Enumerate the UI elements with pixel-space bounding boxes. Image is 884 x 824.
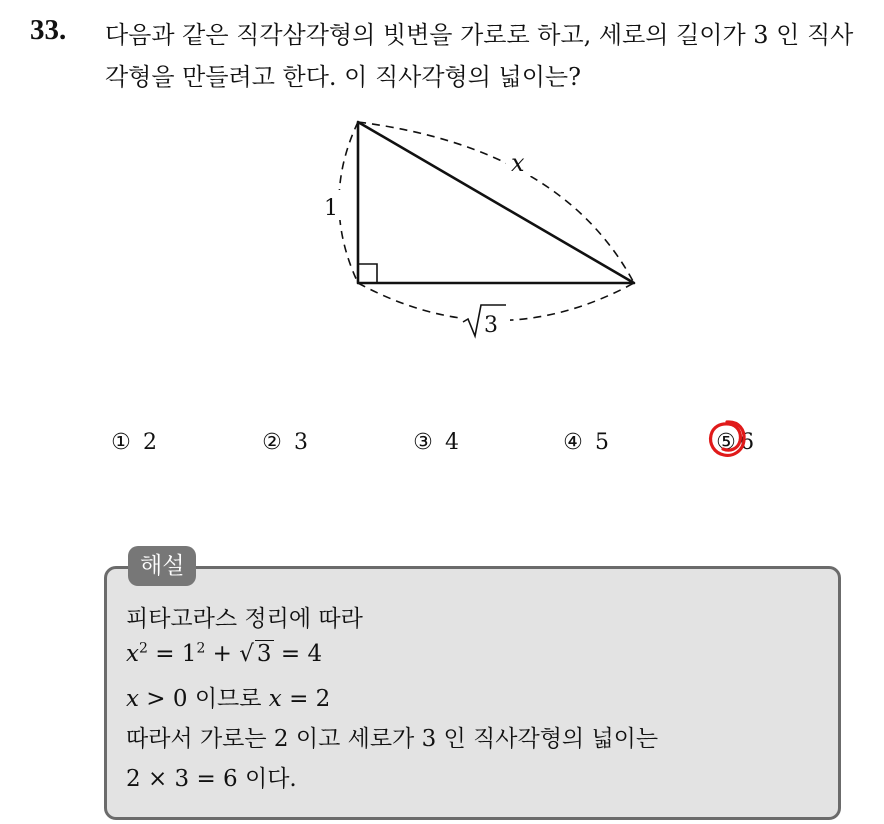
choice-1[interactable] (111, 430, 157, 455)
choice-5-number: ⑤ (716, 430, 736, 455)
var-x: x (126, 686, 139, 712)
choice-5-value: 6 (740, 430, 754, 455)
solution-line-4: 따라서 가로는 2 이고 세로가 3 인 직사각형의 넓이는 (126, 726, 659, 752)
choice-4-value: 5 (595, 430, 609, 455)
var-x: x (268, 686, 282, 712)
choice-4-number: ④ (563, 429, 583, 455)
sqrt-radicand: 3 (256, 641, 272, 667)
choice-2-number: ② (262, 429, 282, 455)
choice-3-value: 4 (445, 430, 459, 455)
solution-line-1: 피타고라스 정리에 따라 (126, 606, 363, 632)
choice-1-number: ① (111, 429, 131, 455)
question-number: 33. (30, 14, 67, 46)
choice-2-value: 3 (294, 430, 308, 455)
hypotenuse-label: x (511, 149, 525, 177)
right-angle-mark (358, 264, 377, 283)
vertical-side-label: 1 (324, 196, 338, 221)
exponent: 2 (138, 640, 148, 657)
choice-2[interactable] (262, 430, 308, 455)
condition-text: > 0 이므로 (138, 686, 269, 712)
eq-result: = 4 (273, 641, 323, 667)
solution-line-3 (126, 680, 330, 713)
choice-1-value: 2 (143, 430, 157, 455)
solution-line-2: $x^2 = 1^2$ + √ 3 = 4 (126, 640, 323, 667)
choice-4[interactable] (563, 430, 609, 455)
question-text: 다음과 같은 직각삼각형의 빗변을 가로로 하고, 세로의 길이가 3 인 직사각형을 만들려고 한다. 이 직사각형의 넓이는? (105, 21, 854, 91)
x-value: = 2 (281, 686, 331, 712)
choice-3[interactable] (413, 430, 459, 455)
plus-sign: + (205, 641, 240, 667)
answer-choices (0, 430, 884, 464)
solution-line-5: 2 × 3 = 6 이다. (126, 766, 297, 792)
base-label: 3 (484, 313, 498, 338)
var-x: x (126, 641, 139, 667)
right-triangle-figure (300, 100, 660, 350)
choice-5-selected[interactable] (716, 430, 754, 455)
exponent: 2 (196, 640, 206, 657)
eq-part: = 1 (147, 641, 197, 667)
choice-3-number: ③ (413, 429, 433, 455)
solution-tag: 해설 (128, 546, 196, 586)
triangle (358, 122, 634, 283)
